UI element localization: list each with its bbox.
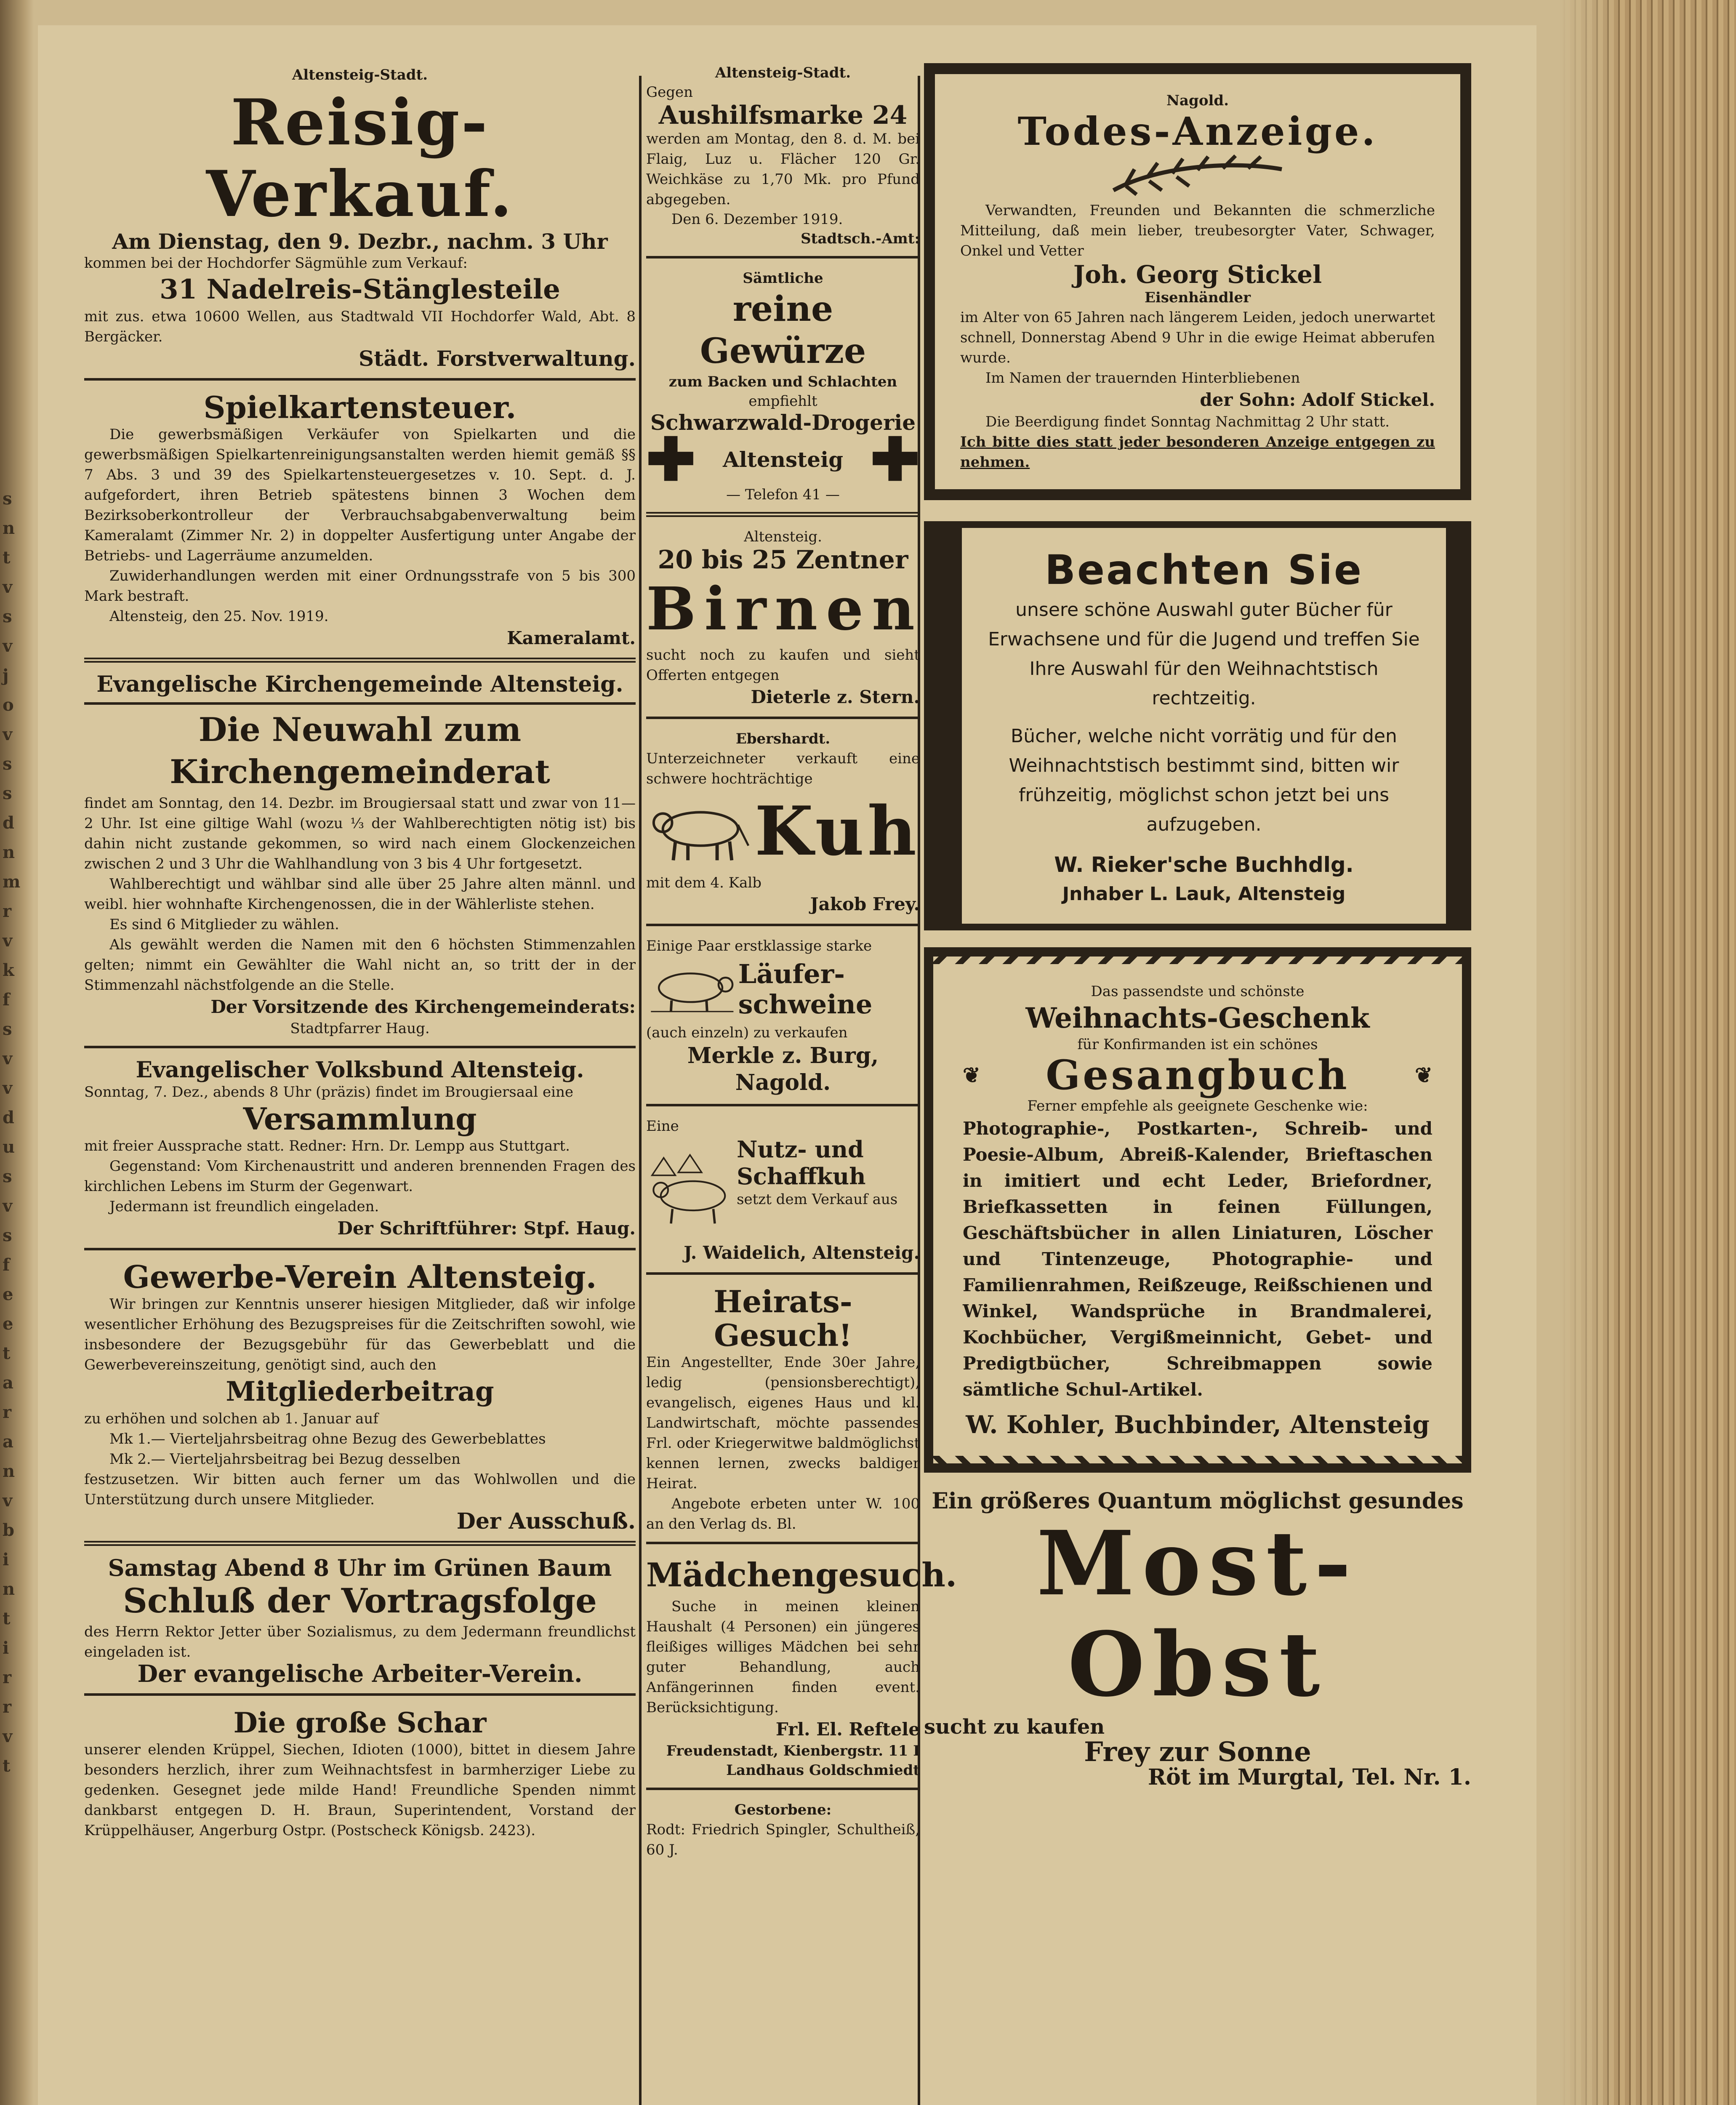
- ad-text-3: Es sind 6 Mitglieder zu wählen.: [109, 916, 339, 933]
- palm-branch-icon: [1109, 152, 1286, 199]
- ad-signer: Kameralamt.: [507, 628, 636, 648]
- ad-line-2: Mk 2.— Vierteljahrsbeitrag bei Bezug desselben: [109, 1451, 461, 1468]
- ad-intro: Sämtliche: [743, 270, 823, 287]
- ad-text: Ein größeres Quantum möglichst gesundes: [932, 1488, 1464, 1514]
- bleed-char: a: [3, 1373, 13, 1393]
- ad-text-2: Bücher, welche nicht vorrätig und für den Weihnachtstisch bestimmt sind, bitten wir frühzeitig, möglichst schon jetzt bei uns aufzugeben.: [1009, 725, 1399, 835]
- ad-nutzkuh: [646, 1116, 920, 1275]
- ad-text-2: Ferner empfehle als geeignete Geschenke wie:: [1027, 1098, 1368, 1114]
- ad-text: setzt dem Verkauf aus: [737, 1191, 898, 1208]
- ad-line-1: Mk 1.— Vierteljahrsbeitrag ohne Bezug des Gewerbeblattes: [109, 1431, 546, 1447]
- ad-details: mit zus. etwa 10600 Wellen, aus Stadtwald VII Hochdorfer Wald, Abt. 8 Bergäcker.: [84, 308, 636, 345]
- bleed-char: e: [3, 1284, 13, 1304]
- ad-text-2: des Herrn Rektor Jetter über Sozialismus, zu dem Jedermann freundlichst eingeladen ist.: [84, 1623, 636, 1660]
- ad-text: werden am Montag, den 8. d. M. bei Flaig, Luz u. Flächer 120 Gr. Weichkäse zu 1,70 Mk. pro Pfund abgegeben.: [646, 131, 920, 208]
- ad-text: Unterzeichneter verkauft eine schwere hochträchtige: [646, 750, 920, 787]
- bleed-char: v: [3, 931, 13, 951]
- notice-gestorbene: [646, 1800, 920, 1860]
- bleed-char: j: [3, 666, 9, 685]
- bleed-char: r: [3, 1402, 12, 1422]
- ad-signer: Der Schriftführer: Stpf. Haug.: [337, 1218, 636, 1239]
- ad-title-2: Gesangbuch: [1046, 1051, 1350, 1099]
- ad-intro: kommen bei der Hochdorfer Sägmühle zum Verkauf:: [84, 255, 468, 272]
- ad-title: Versammlung: [243, 1101, 477, 1137]
- ad-text-2: (auch einzeln) zu verkaufen: [646, 1024, 848, 1041]
- ad-text: Samstag Abend 8 Uhr im Grünen Baum: [108, 1554, 612, 1581]
- bleed-char: r: [3, 1697, 12, 1717]
- ad-text-5: Ich bitte dies statt jeder besonderen Anzeige entgegen zu nehmen.: [960, 434, 1435, 471]
- ad-town: Altensteig: [722, 447, 844, 472]
- ad-text-3: Gegenstand: Vom Kirchenaustritt und anderen brennenden Fragen des kirchlichen Lebens im Sturm der Gegenwart.: [84, 1158, 636, 1195]
- ad-title: Beachten Sie: [1044, 546, 1363, 594]
- ad-header: Evangelischer Volksbund Altensteig.: [136, 1057, 584, 1083]
- ad-text-3: festzusetzen. Wir bitten auch ferner um das Wohlwollen und die Unterstützung durch unsere Mitglieder.: [84, 1471, 636, 1508]
- ad-laeuferschweine: [646, 936, 920, 1106]
- bleed-char: s: [3, 1226, 12, 1245]
- ad-text: sucht noch zu kaufen und sieht Offerten entgegen: [646, 647, 920, 684]
- ad-role: Eisenhändler: [1144, 289, 1251, 306]
- bleed-char: u: [3, 1137, 15, 1157]
- ad-title: Gewerbe-Verein Altensteig.: [123, 1259, 597, 1295]
- ad-text: zum Backen und Schlachten: [668, 373, 897, 390]
- ad-text-2: mit dem 4. Kalb: [646, 874, 762, 891]
- bleed-char: i: [3, 1638, 9, 1658]
- ad-volksbund: [84, 1058, 636, 1250]
- ad-text-2: im Alter von 65 Jahren nach längerem Leiden, jedoch unerwartet schnell, Donnerstag Abend 9 Uhr in die ewige Heimat abberufen wurde.: [960, 309, 1435, 366]
- bleed-char: i: [3, 1550, 9, 1569]
- bleed-char: v: [3, 636, 13, 656]
- ad-name: Joh. Georg Stickel: [1073, 260, 1322, 289]
- cow-icon: [646, 799, 755, 863]
- ad-amount: 20 bis 25 Zentner: [658, 545, 908, 575]
- bleed-char: v: [3, 577, 13, 597]
- ad-title: Most-Obst: [1036, 1511, 1359, 1716]
- ad-text: Verwandten, Freunden und Bekannten die schmerzliche Mitteilung, daß mein lieber, treubesorgter Vater, Schwager, Onkel und Vetter: [960, 202, 1435, 259]
- ad-title: Heirats-Gesuch!: [714, 1284, 852, 1353]
- ad-text-2: zu erhöhen und solchen ab 1. Januar auf: [84, 1410, 378, 1427]
- bleed-char: v: [3, 725, 13, 744]
- ad-town-row: [646, 425, 920, 494]
- bleed-char: v: [3, 1491, 13, 1511]
- ad-title: Mädchengesuch.: [646, 1556, 957, 1594]
- column-3: [924, 63, 1471, 1789]
- cow-with-trees-icon: [646, 1136, 737, 1241]
- ad-title-2: Mitgliederbeitrag: [226, 1376, 494, 1407]
- ad-text-2: Wahlberechtigt und wählbar sind alle über 25 Jahre alten männl. und weibl. hier wohnhafte Kirchengenossen, die in der Wählerliste stehen.: [84, 876, 636, 913]
- ad-address: Freudenstadt, Kienbergstr. 11 I: [666, 1743, 920, 1759]
- bleed-char: m: [3, 872, 21, 892]
- left-margin-bleed: [3, 484, 28, 2000]
- bleed-char: s: [3, 607, 12, 626]
- ad-text-2: sucht zu kaufen: [924, 1715, 1105, 1739]
- bleed-char: s: [3, 1019, 12, 1039]
- ad-text-2: Angebote erbeten unter W. 100 an den Verlag ds. Bl.: [646, 1495, 920, 1532]
- ad-kirchengemeinderat: [84, 673, 636, 1048]
- ad-reisig-verkauf: [84, 63, 636, 381]
- bleed-char: s: [3, 754, 12, 774]
- ad-signer: Der evangelische Arbeiter-Verein.: [137, 1660, 583, 1688]
- column-2: [646, 63, 957, 1860]
- ad-gesangbuch: [924, 947, 1471, 1473]
- ad-title: Die große Schar: [233, 1706, 487, 1739]
- ad-signer: W. Kohler, Buchbinder, Altensteig: [966, 1410, 1430, 1439]
- ad-maedchengesuch: [646, 1554, 957, 1790]
- ad-spielkartensteuer: [84, 391, 636, 663]
- ad-title: Spielkartensteuer.: [203, 389, 517, 425]
- bleed-char: s: [3, 1167, 12, 1186]
- bleed-char: v: [3, 1196, 13, 1216]
- bleed-char: d: [3, 813, 14, 833]
- page-edges: [1559, 0, 1736, 2105]
- ad-list: Photographie-, Postkarten-, Schreib- und Poesie-Album, Abreiß-Kalender, Brieftaschen in imitiert und echt Leder, Briefordner, Briefkassetten in feinen Füllungen, Geschäftsbücher in allen Liniaturen, Löscher und Tintenzeuge, Photographie- und Familienrahmen, Reißzeuge, Reißschienen und Winkel, Wandsprüche in Brandmalerei, Kochbücher, Vergißmeinnicht, Gebet- und Predigtbücher, Schreibmappen sowie sämtliche Schul-Artikel.: [963, 1118, 1432, 1400]
- ad-signer-2: Jnhaber L. Lauk, Altensteig: [1062, 883, 1346, 905]
- ad-text-4: Die Beerdigung findet Sonntag Nachmittag 2 Uhr statt.: [985, 413, 1390, 430]
- ad-title: Schluß der Vortragsfolge: [123, 1581, 597, 1620]
- bleed-char: r: [3, 901, 12, 921]
- ad-text: Sonntag, 7. Dez., abends 8 Uhr (präzis) findet im Brougiersaal eine: [84, 1084, 573, 1100]
- ad-date: Den 6. Dezember 1919.: [671, 211, 843, 228]
- ad-intro: Eine: [646, 1118, 679, 1135]
- ad-text-4: Als gewählt werden die Namen mit den 6 höchsten Stimmenzahlen gelten; nimmt ein Gewählter die Wahl nicht an, so tritt der in der Stimmenzahl nächstfolgende an die Stelle.: [84, 936, 636, 994]
- bleed-char: d: [3, 1108, 14, 1127]
- bleed-char: f: [3, 1255, 10, 1275]
- pig-icon: [646, 956, 738, 1023]
- column-rule-1: [639, 76, 642, 2105]
- bleed-char: n: [3, 842, 15, 862]
- ad-shop: Schwarzwald-Drogerie: [650, 410, 916, 435]
- ad-intro: Gegen: [646, 84, 693, 101]
- ad-signer-2: Röt im Murgtal, Tel. Nr. 1.: [1148, 1764, 1471, 1790]
- ad-text: unserer elenden Krüppel, Siechen, Idioten (1000), bittet in diesem Jahre besonders herzlich, ihrer zum Weihnachtsfest in barmherziger Liebe zu gedenken. Gesegnet jede milde Hand! Freundliche Spenden nimmt dankbarst entgegen D. H. Braun, Superintendent, Vorstand der Krüppelhäuser, Angerburg Ostpr. (Postscheck Königsb. 2423).: [84, 1741, 636, 1839]
- column-1: [84, 63, 636, 1841]
- ad-place: Altensteig.: [744, 528, 822, 545]
- bleed-char: t: [3, 1609, 11, 1628]
- ad-text-2: Zuwiderhandlungen werden mit einer Ordnungsstrafe von 5 bis 300 Mark bestraft.: [84, 568, 636, 605]
- ad-text-3: Im Namen der trauernden Hinterbliebenen: [985, 370, 1300, 386]
- ad-heiratsgesuch: [646, 1285, 920, 1544]
- ad-signer: Frey zur Sonne: [1084, 1736, 1311, 1768]
- ad-signer-2: Stadtpfarrer Haug.: [290, 1020, 430, 1037]
- ad-intro: Das passendste und schönste: [1091, 983, 1305, 1000]
- ad-phone: — Telefon 41 —: [726, 486, 840, 503]
- ad-aushilfsmarke: [646, 63, 920, 258]
- ad-header: Evangelische Kirchengemeinde Altensteig.: [96, 671, 623, 697]
- bleed-char: f: [3, 990, 10, 1010]
- bleed-char: b: [3, 1520, 14, 1540]
- ad-signer: Stadtsch.-Amt:: [801, 230, 920, 247]
- ad-title: Birnen: [646, 575, 923, 644]
- bleed-char: n: [3, 1579, 15, 1599]
- ad-text: Ein Angestellter, Ende 30er Jahre, ledig (pensionsberechtigt), evangelisch, eigenes Haus und kl. Landwirtschaft, möchte passendes Frl. oder Kriegerwitwe baldmöglichst kennen lernen, zwecks baldiger Heirat.: [646, 1354, 920, 1492]
- bleed-char: s: [3, 489, 12, 509]
- ad-title: Weihnachts-Geschenk: [1025, 1002, 1370, 1034]
- notice-text: Rodt: Friedrich Spingler, Schultheiß, 60 J.: [646, 1821, 920, 1858]
- cross-icon: ✚: [870, 425, 920, 494]
- ad-title: Todes-Anzeige.: [1017, 109, 1378, 154]
- ad-date: Altensteig, den 25. Nov. 1919.: [109, 608, 329, 625]
- cross-icon: ✚: [646, 425, 696, 494]
- ad-text: Einige Paar erstklassige starke: [646, 938, 872, 954]
- ad-text: unsere schöne Auswahl guter Bücher für Erwachsene und für die Jugend und treffen Sie Ihre Auswahl für den Weihnachtstisch rechtzeitig.: [988, 599, 1420, 709]
- ad-vortragsfolge: [84, 1556, 636, 1696]
- ad-title: Kuh: [754, 791, 920, 871]
- bleed-char: s: [3, 783, 12, 803]
- ad-place: Ebershardt.: [735, 730, 831, 747]
- bleed-char: t: [3, 1756, 11, 1776]
- bleed-char: r: [3, 1668, 12, 1687]
- ad-title: Aushilfsmarke 24: [658, 101, 908, 130]
- ornament-left-icon: ❦: [963, 1063, 980, 1087]
- ad-text: Wir bringen zur Kenntnis unserer hiesigen Mitglieder, daß wir infolge wesentlicher Erhöhung des Bezugspreises für die Zeitschriften sowohl, wie insbesondere der Bezugsgebühr für das Gewerbeblatt und die Gewerbevereinszeitung, genötigt sind, auch den: [84, 1296, 636, 1373]
- ad-place: Altensteig-Stadt.: [715, 64, 851, 81]
- ad-signer: Der Vorsitzende des Kirchengemeinderats:: [210, 997, 636, 1017]
- notice-header: Gestorbene:: [734, 1801, 832, 1818]
- ad-house: Landhaus Goldschmiedt: [726, 1762, 920, 1779]
- bleed-char: n: [3, 518, 15, 538]
- ornament-right-icon: ❦: [1415, 1063, 1432, 1087]
- ad-place: Nagold.: [1166, 92, 1229, 109]
- ad-gewerbeverein: [84, 1260, 636, 1546]
- bleed-char: n: [3, 1461, 15, 1481]
- ad-signer: J. Waidelich, Altensteig.: [684, 1242, 920, 1263]
- bleed-char: v: [3, 1078, 13, 1098]
- bleed-char: t: [3, 1343, 11, 1363]
- bleed-char: v: [3, 1727, 13, 1746]
- ad-signer: Merkle z. Burg, Nagold.: [687, 1043, 879, 1095]
- ad-todesanzeige: [924, 63, 1471, 500]
- ad-title: Läufer-schweine: [738, 959, 873, 1020]
- ad-text: Die gewerbsmäßigen Verkäufer von Spielkarten und die gewerbsmäßigen Spielkartenreinigungsanstalten werden hiemit gemäß §§ 7 Abs. 3 und 39 des Spielkartensteuergesetzes v. 10. Sept. d. J. aufgefordert, ihren Betrieb spätestens binnen 3 Wochen dem Bezirksoberkontrolleur der Verbrauchsabgabenverwaltung beim Kameralamt (Zimmer Nr. 2) in doppelter Ausfertigung unter Angabe der Betriebs- und Lagerräume anzumelden.: [84, 426, 636, 564]
- ad-signer: Der Ausschuß.: [456, 1508, 636, 1534]
- bleed-char: a: [3, 1432, 13, 1452]
- ad-title: reine Gewürze: [700, 289, 866, 371]
- ad-buecher: [924, 521, 1471, 930]
- ad-signer: der Sohn: Adolf Stickel.: [1200, 389, 1435, 410]
- bleed-char: v: [3, 1049, 13, 1068]
- ad-kuh: [646, 729, 920, 926]
- ad-title: Reisig-Verkauf.: [206, 85, 514, 231]
- ad-grosse-schar: [84, 1706, 636, 1841]
- bleed-char: o: [3, 695, 14, 715]
- ad-text-2: mit freier Aussprache statt. Redner: Hrn. Dr. Lempp aus Stuttgart.: [84, 1138, 570, 1154]
- ad-text: für Konfirmanden ist ein schönes: [1077, 1036, 1318, 1053]
- ad-date: Am Dienstag, den 9. Dezbr., nachm. 3 Uhr: [112, 229, 608, 254]
- ad-most-obst: [924, 1489, 1471, 1789]
- ad-text-4: Jedermann ist freundlich eingeladen.: [109, 1198, 379, 1215]
- ad-signer: Jakob Frey.: [810, 894, 920, 914]
- ad-text: findet am Sonntag, den 14. Dezbr. im Brougiersaal statt und zwar von 11—2 Uhr. Ist eine giltige Wahl (wozu ⅓ der Wahlberechtigten nötig ist) bis dahin nicht zustande gekommen, so wird nach einem Glockenzeichen zwischen 2 und 3 Uhr die Wahlhandlung von 3 bis 4 Uhr fortgesetzt.: [84, 795, 636, 872]
- bleed-char: k: [3, 960, 14, 980]
- ad-birnen: [646, 527, 923, 719]
- ad-signer: Städt. Forstverwaltung.: [359, 346, 636, 371]
- ad-signer: Frl. El. Reftele: [775, 1719, 920, 1740]
- ad-title: Nutz- und Schaffkuh: [737, 1136, 866, 1190]
- ad-gewuerze: [646, 269, 920, 517]
- bleed-char: t: [3, 548, 11, 568]
- bleed-char: e: [3, 1314, 13, 1334]
- ad-text: Suche in meinen kleinen Haushalt (4 Personen) ein jüngeres fleißiges williges Mädchen bei sehr guter Behandlung, auch Anfängerinnen finden event. Berücksichtigung.: [646, 1598, 920, 1716]
- ad-text-2: empfiehlt: [748, 393, 817, 410]
- ad-item: 31 Nadelreis-Stänglesteile: [160, 274, 560, 305]
- ad-title: Die Neuwahl zum Kirchengemeinderat: [84, 702, 636, 793]
- ad-signer: W. Rieker'sche Buchhdlg.: [1054, 853, 1354, 877]
- ad-signer: Dieterle z. Stern.: [751, 687, 920, 707]
- ad-place: Altensteig-Stadt.: [292, 67, 428, 83]
